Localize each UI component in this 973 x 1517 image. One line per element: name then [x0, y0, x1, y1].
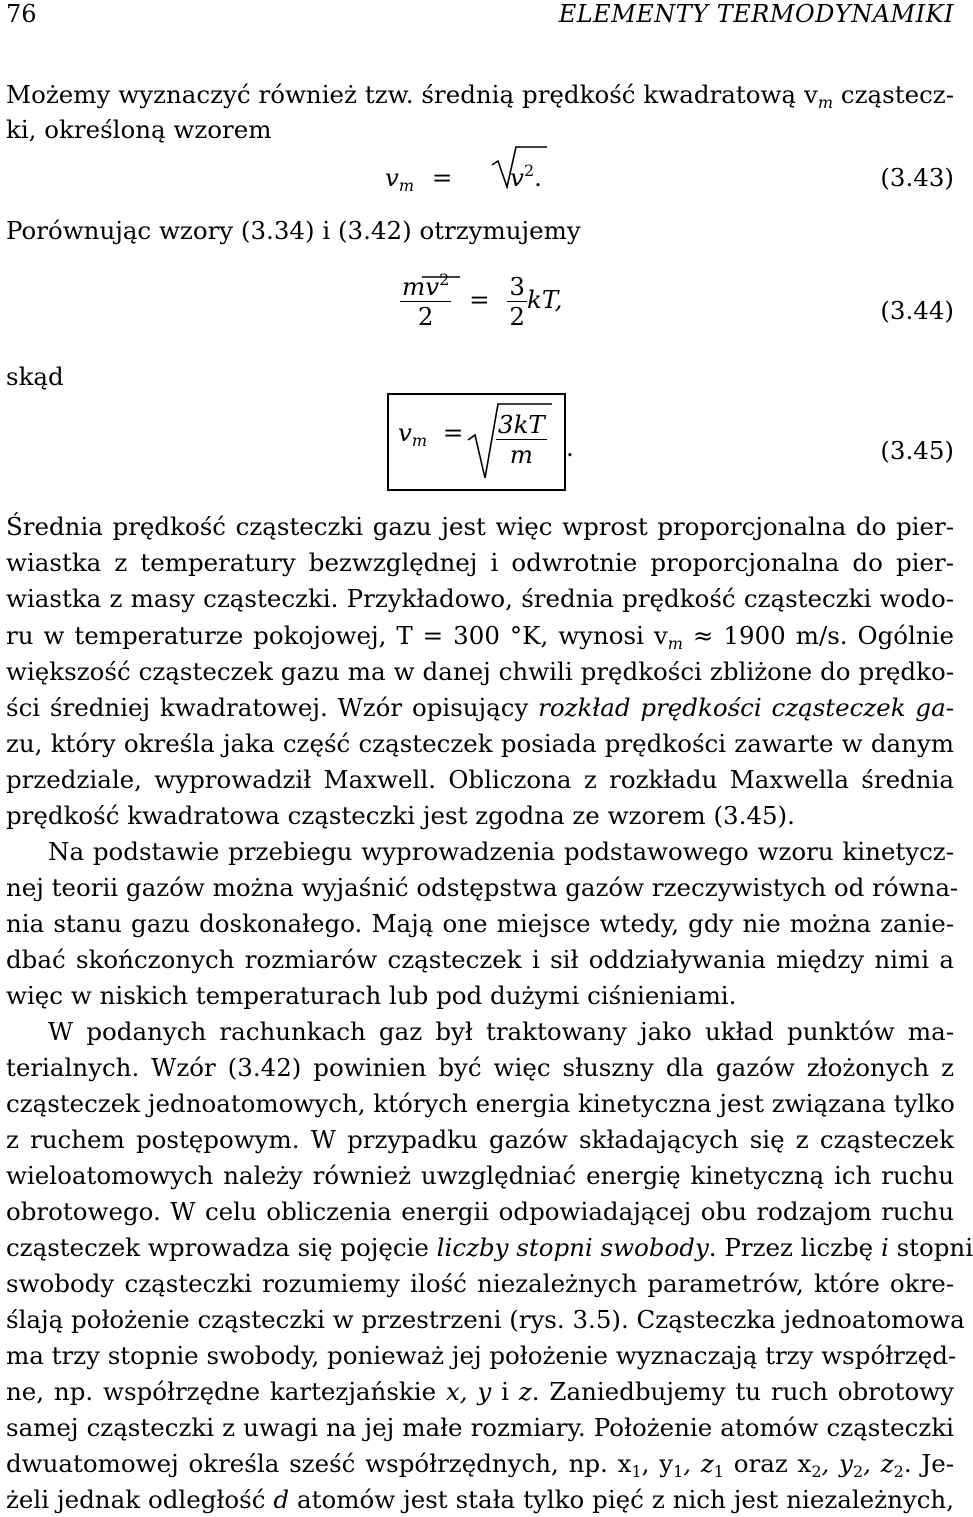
text-line: samej cząsteczki z uwagi na jej małe rozmiary. Położenie atomów cząsteczki — [6, 1413, 954, 1442]
text-line: ści średniej kwadratowej. Wzór opisujący rozkład prędkości cząsteczek ga- — [6, 693, 954, 722]
text-line: Porównując wzory (3.34) i (3.42) otrzymujemy — [6, 216, 581, 245]
text-line: cząsteczek jednoatomowych, których energia kinetyczna jest związana tylko — [6, 1089, 955, 1118]
text-line: cząsteczek wprowadza się pojęcie liczby stopni swobody. Przez liczbę i stopni — [6, 1233, 973, 1262]
text-line: dwuatomowej określa sześć współrzędnych, np. $x_1$, $y_1$, $z_1$ oraz $x_2$, $y_2$, $z_2$. Je- — [6, 1449, 955, 1481]
equation-number: (3.43) — [880, 163, 954, 192]
text-line: swobody cząsteczki rozumiemy ilość niezależnych parametrów, które okre- — [6, 1269, 954, 1298]
text-line: większość cząsteczek gazu ma w danej chwili prędkości zbliżone do prędko- — [6, 657, 954, 686]
text-line: wieloatomowych należy również uwzględniać energię kinetyczną ich ruchu — [6, 1161, 954, 1190]
text-line: nia stanu gazu doskonałego. Mają one miejsce wtedy, gdy nie można zanie- — [6, 909, 954, 938]
text-line: ru w temperaturze pokojowej, T = 300 °K, wynosi $v_m \approx 1900$ m/s. Ogólnie — [6, 621, 954, 653]
text-line: przedziale, wyprowadził Maxwell. Obliczona z rozkładu Maxwella średnia — [6, 765, 954, 794]
text-line: ślają położenie cząsteczki w przestrzeni (rys. 3.5). Cząsteczka jednoatomowa — [6, 1305, 965, 1334]
text-line: Średnia prędkość cząsteczki gazu jest więc wprost proporcjonalna do pier- — [6, 512, 954, 541]
radical-sign — [492, 145, 552, 195]
text-line: W podanych rachunkach gaz był traktowany jako układ punktów ma- — [48, 1017, 954, 1046]
equation-3-43: $v_m = v^2$. — [385, 161, 542, 195]
equation-number: (3.45) — [880, 436, 954, 465]
text-line: ne, np. współrzędne kartezjańskie x, y i z. Zaniedbujemy tu ruch obrotowy — [6, 1377, 955, 1406]
equation-number: (3.44) — [880, 296, 954, 325]
text-line: obrotowego. W celu obliczenia energii odpowiadającej obu rodzajom ruchu — [6, 1197, 954, 1226]
text-line: dbać skończonych rozmiarów cząsteczek i sił oddziaływania między nimi a — [6, 945, 954, 974]
text-line: Możemy wyznaczyć również tzw. średnią prędkość kwadratową $v_m$ cząstecz- — [6, 80, 954, 112]
text-line: wiastka z temperatury bezwzględnej i odwrotnie proporcjonalna do pier- — [6, 548, 954, 577]
page-number: 76 — [6, 0, 37, 28]
text-line: zu, który określa jaka część cząsteczek posiada prędkości zawarte w danym — [6, 729, 954, 758]
overline — [422, 276, 462, 280]
text-line: żeli jednak odległość d atomów jest stała tylko pięć z nich jest niezależnych, — [6, 1485, 954, 1514]
running-title: ELEMENTY TERMODYNAMIKI — [558, 0, 954, 28]
text-line: terialnych. Wzór (3.42) powinien być więc słuszny dla gazów złożonych z — [6, 1053, 954, 1082]
text-line: ki, określoną wzorem — [6, 115, 272, 144]
equation-3-45: $v_m$ = — [398, 418, 464, 450]
text-line: wiastka z masy cząsteczki. Przykładowo, średnia prędkość cząsteczki wodo- — [6, 584, 954, 613]
text-line: Na podstawie przebiegu wyprowadzenia podstawowego wzoru kinetycz- — [48, 837, 954, 866]
text-line: skąd — [6, 362, 64, 391]
equation-3-44: $\frac{mv^2}{2}$ = $\frac{3}{2}$ kT, — [402, 270, 563, 331]
text-line: z ruchem postępowym. W przypadku gazów składających się z cząsteczek — [6, 1125, 954, 1154]
text-line: prędkość kwadratowa cząsteczki jest zgodna ze wzorem (3.45). — [6, 801, 795, 830]
page-header — [6, 0, 954, 30]
text-line: nej teorii gazów można wyjaśnić odstępstwa gazów rzeczywistych od równa- — [6, 873, 959, 902]
text-line: ma trzy stopnie swobody, ponieważ jej położenie wyznaczają trzy współrzęd- — [6, 1341, 957, 1370]
text-line: więc w niskich temperaturach lub pod dużymi ciśnieniami. — [6, 981, 737, 1010]
document-page: 76 ELEMENTY TERMODYNAMIKI Możemy wyznaczyć również tzw. średnią prędkość kwadratową $v_m$ cząstecz- ki, określoną wzorem $v_m = v^2$. (3.43) Porównując wzory (3.34) i (3.42) otrzymujemy $\frac{mv^2}{2}$ = $\frac{3}{2}$ kT, (3.44) skąd $v_m$ = $\frac{3kT}{m}$ . (3.45) Średnia prędkość cząsteczki gazu jest więc wprost proporcjonalna do pier- wiastka z temperatury bezwzględnej i odwrotnie proporcjonalna do pier- wiastka z masy cząsteczki. Przykładowo, średnia prędkość cząsteczki wodo- ru w temperaturze pokojowej, T = 300 °K, wynosi $v_m \approx 1900$ m/s. Ogólnie większość cząsteczek gazu ma w danej chwili prędkości zbliżone do prędko- ści średniej kwadratowej. Wzór opisujący rozkład prędkości cząsteczek ga- zu, który określa jaka część cząsteczek posiada prędkości zawarte w danym przedziale, wyprowadził Maxwell. Obliczona z rozkładu Maxwella średnia prędkość kwadratowa cząsteczki jest zgodna ze wzorem (3.45). Na podstawie przebiegu wyprowadzenia podstawowego wzoru kinetycz- nej teorii gazów można wyjaśnić odstępstwa gazów rzeczywistych od równa- nia stanu gazu doskonałego. Mają one miejsce wtedy, gdy nie można zanie- dbać skończonych rozmiarów cząsteczek i sił oddziaływania między nimi a więc w niskich temperaturach lub pod dużymi ciśnieniami. W podanych rachunkach gaz był traktowany jako układ punktów ma- terialnych. Wzór (3.42) powinien być więc słuszny dla gazów złożonych z cząsteczek jednoatomowych, których energia kinetyczna jest związana tylko z ruchem postępowym. W przypadku gazów składających się z cząsteczek wieloatomowych należy również uwzględniać energię kinetyczną ich ruchu obrotowego. W celu obliczenia energii odpowiadającej obu rodzajom ruchu cząsteczek wprowadza się pojęcie liczby stopni swobody. Przez liczbę i stopni swobody cząsteczki rozumiemy ilość niezależnych parametrów, które okre- ślają położenie cząsteczki w przestrzeni (rys. 3.5). Cząsteczka jednoatomowa ma trzy stopnie swobody, ponieważ jej położenie wyznaczają trzy współrzęd- ne, np. współrzędne kartezjańskie x, y i z. Zaniedbujemy tu ruch obrotowy samej cząsteczki z uwagi na jej małe rozmiary. Położenie atomów cząsteczki dwuatomowej określa sześć współrzędnych, np. $x_1$, $y_1$, $z_1$ oraz $x_2$, $y_2$, $z_2$. Je- żeli jednak odległość d atomów jest stała tylko pięć z nich jest niezależnych, — [6, 0, 973, 1514]
